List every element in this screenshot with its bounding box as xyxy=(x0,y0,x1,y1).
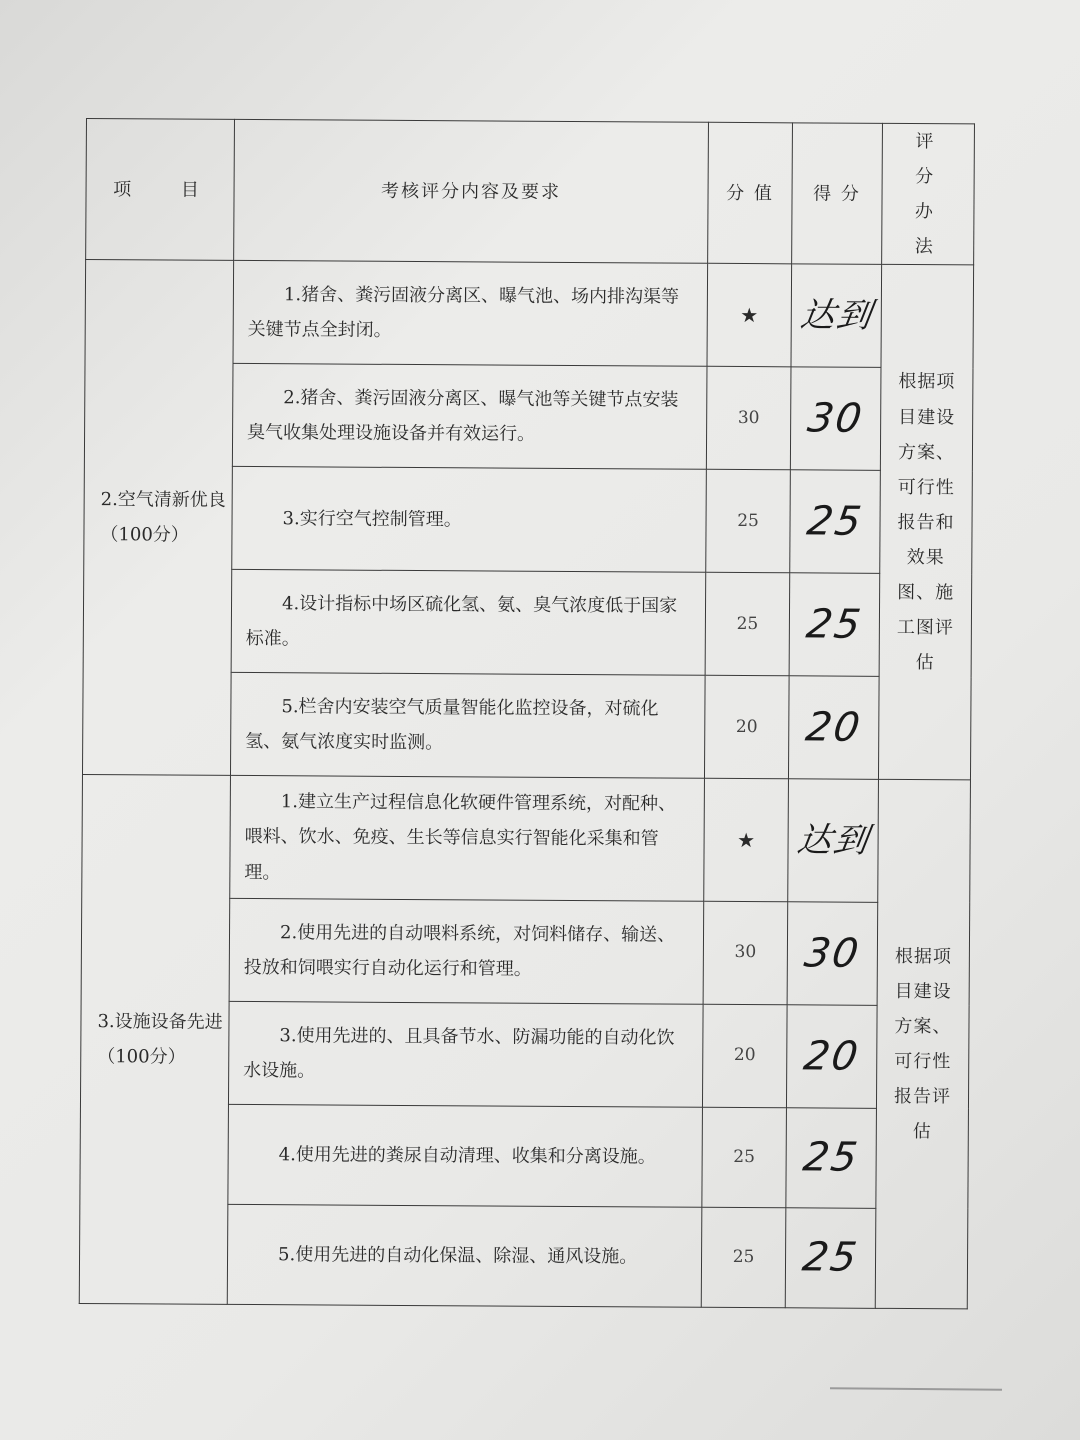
header-requirements: 考核评分内容及要求 xyxy=(234,119,709,263)
requirement-text: 2.使用先进的自动喂料系统，对饲料储存、输送、投放和饲喂实行自动化运行和管理。 xyxy=(243,921,676,980)
requirement-text: 4.设计指标中场区硫化氢、氨、臭气浓度低于国家标准。 xyxy=(245,593,678,650)
table-header-row xyxy=(86,119,975,266)
requirement-text: 3.使用先进的、且具备节水、防漏功能的自动化饮水设施。 xyxy=(243,1024,675,1082)
header-value: 分 值 xyxy=(708,122,793,264)
requirement-text: 3.实行空气控制管理。 xyxy=(282,508,462,531)
requirement-text: 5.栏舍内安装空气质量智能化监控设备，对硫化氢、氨气浓度实时监测。 xyxy=(245,696,659,754)
header-project: 项 目 xyxy=(86,119,235,261)
score-cell: 25 xyxy=(804,498,866,546)
pencil-mark xyxy=(830,1387,1002,1391)
value-cell: 25 xyxy=(702,1107,787,1208)
value-cell: 25 xyxy=(705,573,790,677)
value-cell: 30 xyxy=(703,901,788,1005)
value-cell: 25 xyxy=(706,470,791,574)
score-cell: 25 xyxy=(800,1134,862,1181)
header-method: 评 分 办 法 xyxy=(882,123,975,265)
requirement-text: 2.猪舍、粪污固液分离区、曝气池等关键节点安装臭气收集处理设施设备并有效运行。 xyxy=(247,387,679,446)
requirement-text: 1.猪舍、粪污固液分离区、曝气池、场内排沟渠等关键节点全封闭。 xyxy=(247,284,680,342)
score-cell: 达到 xyxy=(797,295,876,337)
value-cell: 20 xyxy=(702,1004,787,1108)
score-cell: 30 xyxy=(804,395,867,443)
table-row xyxy=(82,775,971,903)
value-cell: 20 xyxy=(704,676,789,780)
assessment-table xyxy=(79,118,975,1309)
value-cell: ★ xyxy=(704,779,789,902)
section-title-air: 2.空气清新优良（100分） xyxy=(82,260,233,776)
value-cell: 30 xyxy=(706,367,791,471)
score-cell: 20 xyxy=(802,704,865,752)
assessment-sheet xyxy=(79,118,974,1281)
requirement-text: 1.建立生产过程信息化软硬件管理系统，对配种、喂料、饮水、免疫、生长等信息实行智能化采集和管理。 xyxy=(244,791,677,883)
score-cell: 达到 xyxy=(794,820,873,861)
value-cell: 25 xyxy=(701,1207,786,1308)
score-cell: 25 xyxy=(799,1234,862,1281)
requirement-text: 4.使用先进的粪尿自动清理、收集和分离设施。 xyxy=(278,1143,656,1168)
score-cell: 20 xyxy=(800,1033,863,1080)
header-score: 得 分 xyxy=(792,123,883,265)
score-cell: 30 xyxy=(801,930,864,977)
value-cell: ★ xyxy=(707,264,792,368)
table-row xyxy=(85,260,974,368)
method-air: 根据项目建设方案、可行性报告和效果图、施工图评估 xyxy=(878,265,973,781)
score-cell: 25 xyxy=(803,601,866,649)
method-equipment: 根据项目建设方案、可行性报告评估 xyxy=(875,780,970,1309)
requirement-text: 5.使用先进的自动化保温、除湿、通风设施。 xyxy=(277,1243,638,1267)
section-title-equipment: 3.设施设备先进（100分） xyxy=(79,775,230,1304)
